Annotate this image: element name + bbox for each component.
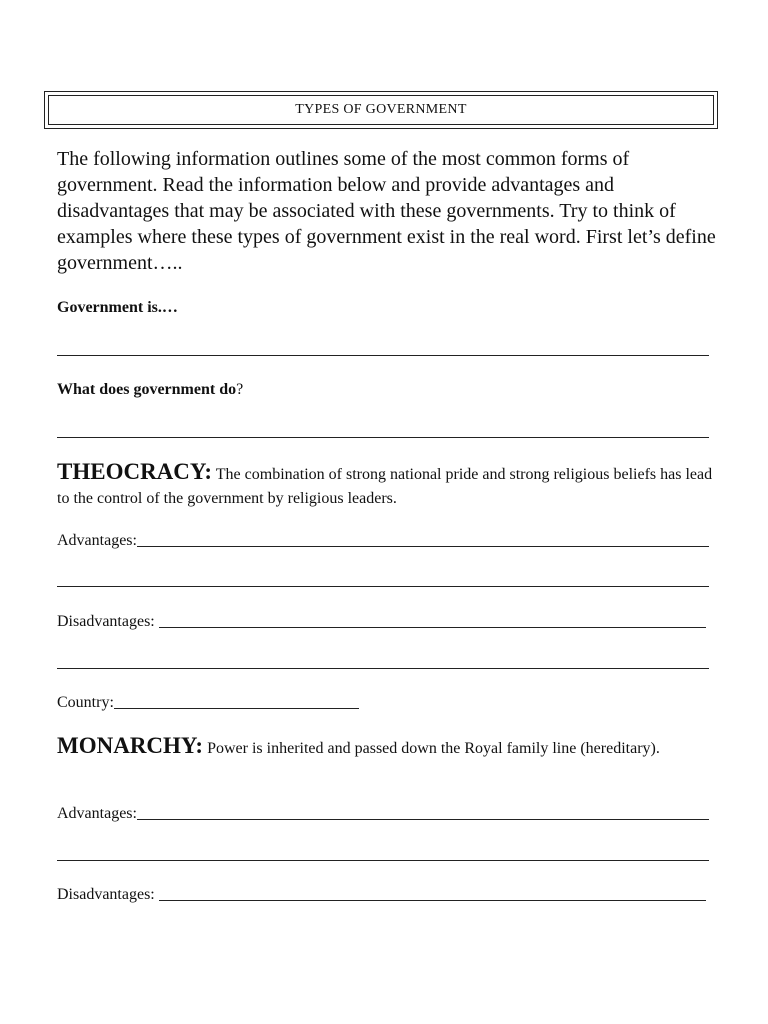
monarchy-advantages-row	[57, 803, 709, 823]
theocracy-advantages-line[interactable]	[137, 546, 709, 547]
title-box	[44, 91, 718, 129]
theocracy-country-row	[57, 692, 359, 712]
question-what-government-does-text: What does government do	[57, 381, 237, 398]
monarchy-advantages-line[interactable]	[137, 819, 709, 820]
theocracy-disadvantages-row	[57, 611, 709, 631]
theocracy-description: The combination of strong national pride and strong religious beliefs has lead to the control of the government by religious leaders.	[57, 466, 713, 507]
monarchy-disadvantages-label: Disadvantages:	[57, 886, 159, 903]
question-mark: ?	[236, 381, 244, 398]
theocracy-advantages-line-2[interactable]	[57, 586, 709, 587]
theocracy-advantages-label: Advantages:	[57, 532, 137, 549]
monarchy-description: Power is inherited and passed down the Royal family line (hereditary).	[203, 740, 660, 757]
intro-paragraph: The following information outlines some of the most common forms of government. Read the information below and provide advantages and disadvantages that may be associated with these governments. Try to think of examples where these types of government exist in the real word. First let’s define government…..	[57, 148, 716, 274]
answer-line-what-government-does[interactable]	[57, 437, 709, 438]
theocracy-disadvantages-line[interactable]	[159, 627, 706, 628]
monarchy-disadvantages-row	[57, 884, 709, 904]
question-government-is: Government is.…	[57, 299, 178, 316]
monarchy-disadvantages-line[interactable]	[159, 900, 706, 901]
monarchy-advantages-line-2[interactable]	[57, 860, 709, 861]
page-title: TYPES OF GOVERNMENT	[48, 95, 714, 125]
theocracy-term: THEOCRACY:	[57, 459, 213, 484]
answer-line-government-is[interactable]	[57, 355, 709, 356]
monarchy-advantages-label: Advantages:	[57, 805, 137, 822]
theocracy-section	[57, 460, 717, 511]
monarchy-term: MONARCHY:	[57, 733, 204, 758]
theocracy-country-line[interactable]	[114, 708, 359, 709]
question-what-government-does	[57, 381, 243, 399]
theocracy-advantages-row	[57, 530, 709, 550]
theocracy-country-label: Country:	[57, 694, 114, 711]
monarchy-section	[57, 734, 717, 761]
theocracy-disadvantages-label: Disadvantages:	[57, 613, 159, 630]
theocracy-disadvantages-line-2[interactable]	[57, 668, 709, 669]
